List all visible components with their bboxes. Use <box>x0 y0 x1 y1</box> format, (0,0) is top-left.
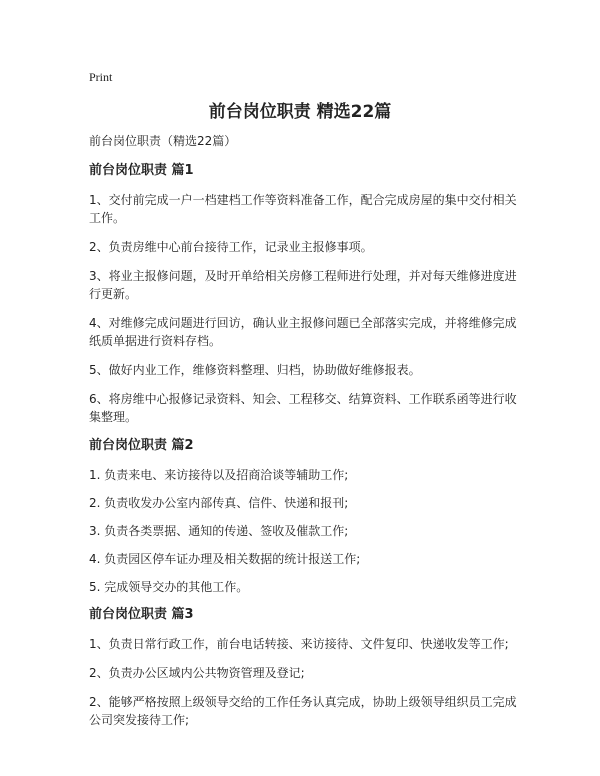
list-item: 2、负责房维中心前台接待工作，记录业主报修事项。 <box>89 240 373 254</box>
list-item: 4. 负责园区停车证办理及相关数据的统计报送工作; <box>89 552 361 566</box>
section-1 <box>89 162 521 426</box>
section-2 <box>89 437 521 596</box>
section-3 <box>89 606 521 729</box>
print-link[interactable]: Print <box>89 70 113 84</box>
document-subtitle: 前台岗位职责（精选22篇） <box>89 134 237 148</box>
list-item: 3. 负责各类票据、通知的传递、签收及催款工作; <box>89 524 349 538</box>
list-item: 1、负责日常行政工作，前台电话转接、来访接待、文件复印、快递收发等工作; <box>89 637 509 651</box>
section-heading: 前台岗位职责 篇3 <box>89 607 194 622</box>
list-item: 2、能够严格按照上级领导交给的工作任务认真完成，协助上级领导组织员工完成公司突发接待工作; <box>89 695 517 727</box>
list-item: 5. 完成领导交办的其他工作。 <box>89 580 249 594</box>
list-item: 6、将房维中心报修记录资料、知会、工程移交、结算资料、工作联系函等进行收集整理。 <box>89 392 517 424</box>
list-item: 2、负责办公区域内公共物资管理及登记; <box>89 666 305 680</box>
document-body <box>89 132 521 740</box>
list-item: 5、做好内业工作，维修资料整理、归档，协助做好维修报表。 <box>89 363 421 377</box>
section-heading: 前台岗位职责 篇2 <box>89 438 194 453</box>
list-item: 2. 负责收发办公室内部传真、信件、快递和报刊; <box>89 496 349 510</box>
list-item: 3、将业主报修问题，及时开单给相关房修工程师进行处理，并对每天维修进度进行更新。 <box>89 269 517 301</box>
page-title: 前台岗位职责 精选22篇 <box>208 102 392 122</box>
list-item: 4、对维修完成问题进行回访，确认业主报修问题已全部落实完成，并将维修完成纸质单据进行资料存档。 <box>89 316 517 348</box>
list-item: 1、交付前完成一户一档建档工作等资料准备工作，配合完成房屋的集中交付相关工作。 <box>89 193 517 225</box>
section-heading: 前台岗位职责 篇1 <box>89 163 194 178</box>
list-item: 1. 负责来电、来访接待以及招商洽谈等辅助工作; <box>89 468 349 482</box>
